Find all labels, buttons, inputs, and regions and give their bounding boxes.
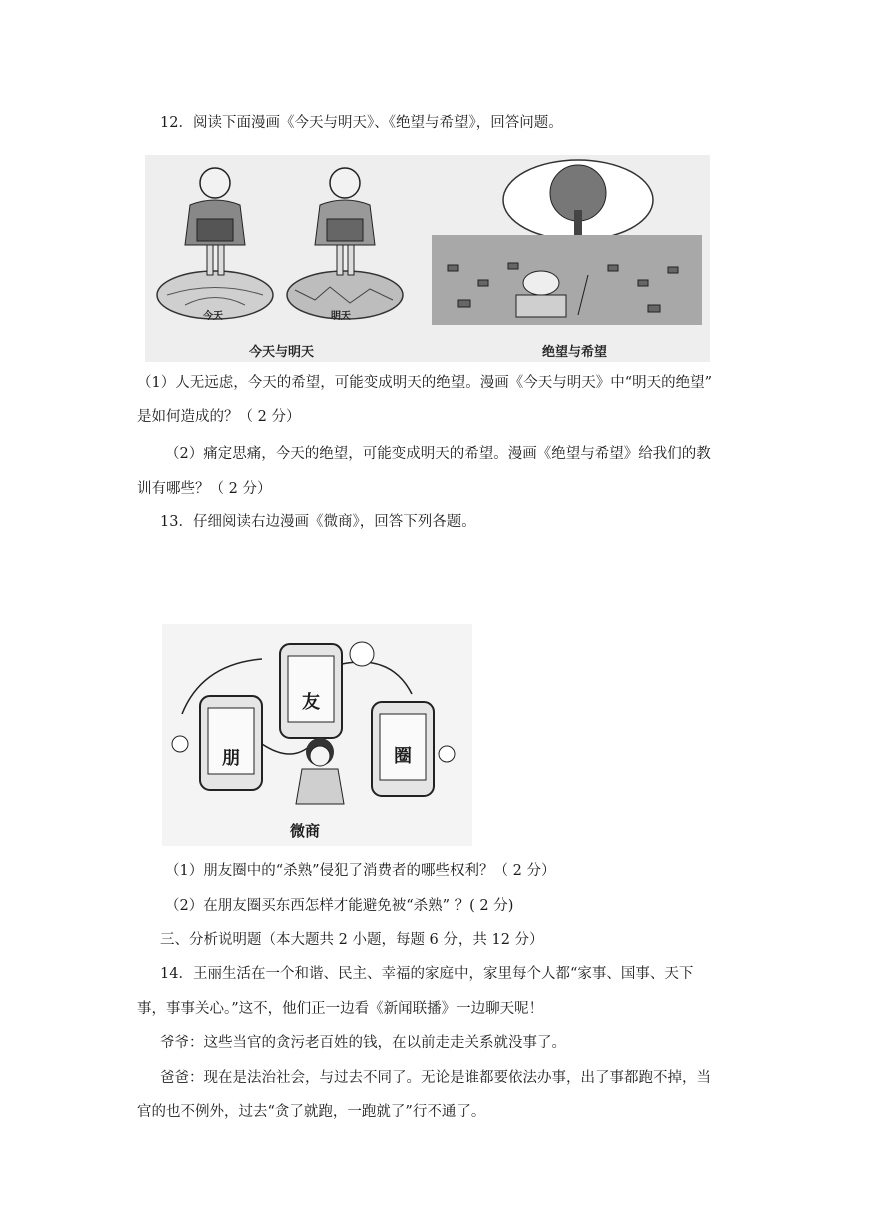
label-tomorrow: 明天 <box>331 311 351 322</box>
q14-dad-line1: 爸爸：现在是法治社会，与过去不同了。无论是谁都要依法办事，出了事都跑不掉，当 <box>160 1070 711 1086</box>
cartoon-despair-hope-drawing <box>428 155 710 362</box>
label-today: 今天 <box>203 311 223 322</box>
caption-despair-hope: 绝望与希望 <box>542 345 608 360</box>
q12-title: 12．阅读下面漫画《今天与明天》、《绝望与希望》，回答问题。 <box>160 115 563 131</box>
q13-title: 13．仔细阅读右边漫画《微商》，回答下列各题。 <box>160 514 476 530</box>
q12-sub1-line1: （1）人无远虑，今天的希望，可能变成明天的绝望。漫画《今天与明天》中“明天的绝望” <box>137 375 713 391</box>
cartoon-today-tomorrow-drawing <box>145 155 428 362</box>
q13-sub2: （2）在朋友圈买东西怎样才能避免被“杀熟” ？( 2 分) <box>165 898 514 914</box>
q12-sub1-line2: 是如何造成的？（ 2 分） <box>137 409 301 425</box>
q12-sub2-line2: 训有哪些？（ 2 分） <box>137 481 272 497</box>
section3-title: 三、分析说明题（本大题共 2 小题，每题 6 分，共 12 分） <box>160 932 544 948</box>
cartoon-weishang-drawing <box>162 624 472 846</box>
q14-line2: 事，事事关心。”这不，他们正一边看《新闻联播》一边聊天呢！ <box>137 1001 544 1017</box>
cartoon-today-tomorrow <box>145 155 428 362</box>
q14-grandpa: 爷爷：这些当官的贪污老百姓的钱，在以前走走关系就没事了。 <box>160 1035 566 1051</box>
q14-line1: 14．王丽生活在一个和谐、民主、幸福的家庭中，家里每个人都“家事、国事、天下 <box>160 966 694 982</box>
cartoon-weishang <box>162 624 472 846</box>
caption-weishang: 微商 <box>290 822 321 840</box>
caption-today-tomorrow: 今天与明天 <box>249 345 315 360</box>
q14-dad-line2: 官的也不例外，过去“贪了就跑，一跑就了”行不通了。 <box>137 1104 486 1120</box>
q13-sub1: （1）朋友圈中的“杀熟”侵犯了消费者的哪些权利？（ 2 分） <box>165 863 556 879</box>
phone-char-mid: 友 <box>302 692 320 713</box>
q12-sub2-line1: （2）痛定思痛，今天的绝望，可能变成明天的希望。漫画《绝望与希望》给我们的教 <box>165 446 711 462</box>
cartoon-despair-hope <box>428 155 710 362</box>
phone-char-right: 圈 <box>394 746 412 767</box>
phone-char-left: 朋 <box>222 748 240 769</box>
